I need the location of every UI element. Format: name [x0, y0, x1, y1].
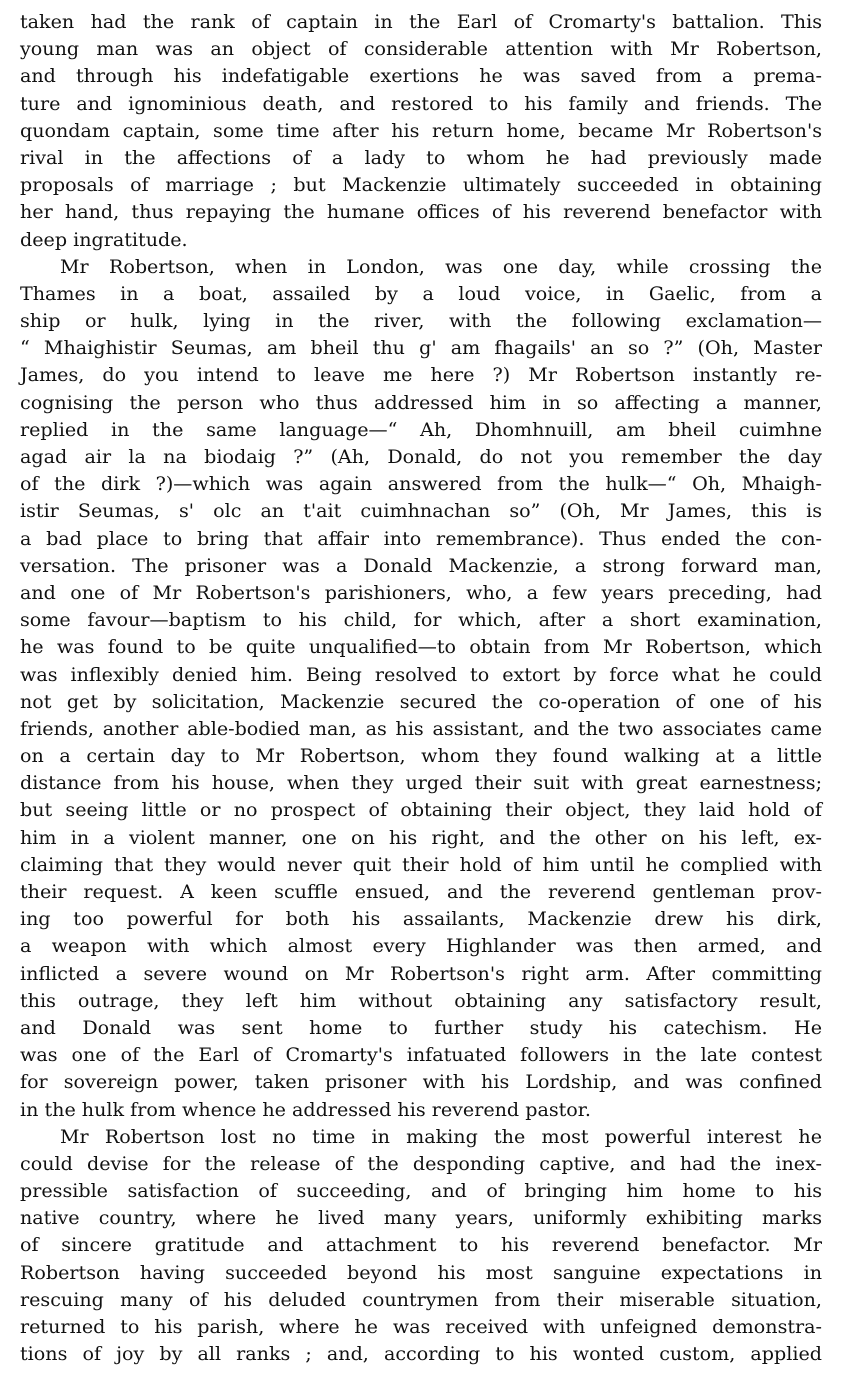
text-line: on a certain day to Mr Robertson, whom they found walking at a little — [20, 744, 822, 768]
text-line: this outrage, they left him without obtaining any satisfactory result, — [20, 988, 822, 1012]
text-line: replied in the same language—“ Ah, Dhomhnuill, am bheil cuimhne — [20, 417, 822, 441]
text-line: quondam captain, some time after his return home, became Mr Robertson's — [20, 118, 822, 142]
text-line: her hand, thus repaying the humane offices of his reverend benefactor with — [20, 200, 822, 224]
paragraph-1 — [20, 8, 822, 253]
text-line: native country, where he lived many years, uniformly exhibiting marks — [20, 1206, 822, 1230]
text-line: cognising the person who thus addressed him in so affecting a manner, — [20, 390, 822, 414]
paragraph-2 — [20, 253, 822, 1123]
text-line: some favour—baptism to his child, for which, after a short examination, — [20, 608, 822, 632]
text-line: agad air la na biodaig ?” (Ah, Donald, do not you remember the day — [20, 445, 822, 468]
text-line: a bad place to bring that affair into remembrance). Thus ended the con- — [20, 526, 822, 550]
text-line: but seeing little or no prospect of obtaining their object, they laid hold of — [20, 798, 822, 822]
text-line: and one of Mr Robertson's parishioners, who, a few years preceding, had — [20, 580, 822, 604]
text-line: Mr Robertson lost no time in making the most powerful interest he — [60, 1124, 822, 1148]
text-line: and through his indefatigable exertions he was saved from a prema- — [20, 64, 822, 88]
text-line: and Donald was sent home to further study his catechism. He — [20, 1015, 822, 1039]
text-line: inflicted a severe wound on Mr Robertson's right arm. After committing — [20, 961, 822, 985]
text-line: of the dirk ?)—which was again answered from the hulk—“ Oh, Mhaigh- — [20, 472, 822, 496]
text-line: ture and ignominious death, and restored to his family and friends. The — [20, 91, 822, 115]
text-line: James, do you intend to leave me here ?) Mr Robertson instantly re- — [20, 363, 822, 387]
text-line: in the hulk from whence he addressed his reverend pastor. — [20, 1097, 591, 1121]
text-line: Mr Robertson, when in London, was one day, while crossing the — [60, 254, 822, 278]
text-line: distance from his house, when they urged their suit with great earnestness; — [20, 771, 822, 795]
text-line: a weapon with which almost every Highlander was then armed, and — [20, 934, 822, 958]
text-line: ship or hulk, lying in the river, with the following exclamation— — [20, 309, 822, 333]
text-line: deep ingratitude. — [20, 227, 188, 251]
text-line: rescuing many of his deluded countrymen from their miserable situation, — [20, 1287, 822, 1311]
text-line: proposals of marriage ; but Mackenzie ultimately succeeded in obtaining — [20, 173, 822, 197]
text-line: of sincere gratitude and attachment to his reverend benefactor. Mr — [20, 1233, 822, 1257]
text-line: ing too powerful for both his assailants, Mackenzie drew his dirk, — [20, 907, 822, 931]
text-line: pressible satisfaction of succeeding, and of bringing him home to his — [20, 1179, 822, 1203]
text-line: rival in the affections of a lady to whom he had previously made — [20, 145, 822, 169]
text-line: claiming that they would never quit their hold of him until he complied with — [20, 852, 822, 876]
text-line: tions of joy by all ranks ; and, according to his wonted custom, applied — [20, 1342, 822, 1366]
text-line: young man was an object of considerable attention with Mr Robertson, — [20, 37, 822, 61]
text-line: returned to his parish, where he was received with unfeigned demonstra- — [20, 1315, 822, 1338]
paragraph-3 — [20, 1123, 822, 1368]
text-line: him in a violent manner, one on his right, and the other on his left, ex- — [20, 825, 822, 849]
text-line: for sovereign power, taken prisoner with his Lordship, and was confined — [20, 1070, 822, 1094]
text-line: Robertson having succeeded beyond his most sanguine expectations in — [20, 1260, 822, 1284]
text-line: could devise for the release of the desponding captive, and had the inex- — [20, 1151, 822, 1175]
text-line: was inflexibly denied him. Being resolved to extort by force what he could — [20, 662, 822, 686]
text-line: taken had the rank of captain in the Earl of Cromarty's battalion. This — [20, 10, 822, 33]
text-line: he was found to be quite unqualified—to obtain from Mr Robertson, which — [20, 635, 822, 659]
text-line: their request. A keen scuffle ensued, and the reverend gentleman prov- — [20, 880, 822, 903]
text-line: was one of the Earl of Cromarty's infatuated followers in the late contest — [20, 1043, 822, 1067]
text-line: not get by solicitation, Mackenzie secured the co-operation of one of his — [20, 689, 822, 713]
text-line: istir Seumas, s' olc an t'ait cuimhnachan so” (Oh, Mr James, this is — [20, 499, 822, 523]
text-line: versation. The prisoner was a Donald Mackenzie, a strong forward man, — [20, 553, 822, 577]
text-line: friends, another able-bodied man, as his assistant, and the two associates came — [20, 716, 822, 740]
text-line: “ Mhaighistir Seumas, am bheil thu g' am fhagails' an so ?” (Oh, Master — [20, 336, 822, 360]
text-line: Thames in a boat, assailed by a loud voice, in Gaelic, from a — [20, 281, 822, 305]
